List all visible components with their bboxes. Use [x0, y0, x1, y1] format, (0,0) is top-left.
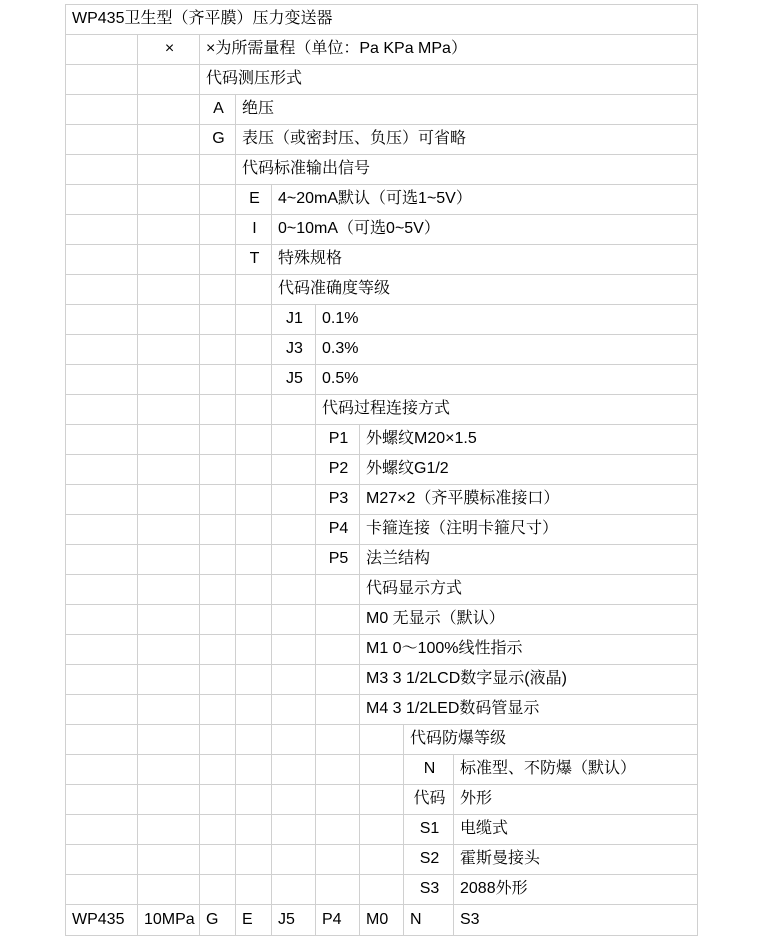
table-cell-label: M0 无显示（默认）: [360, 605, 698, 635]
table-cell-empty: [66, 845, 138, 875]
table-cell-empty: [272, 665, 316, 695]
table-cell-empty: [272, 455, 316, 485]
table-row: [66, 125, 698, 155]
table-cell-code: J5: [272, 365, 316, 395]
table-cell-empty: [360, 815, 404, 845]
ordering-code-table: [65, 4, 698, 936]
table-cell-empty: [200, 665, 236, 695]
table-cell-empty: [316, 845, 360, 875]
table-row: [66, 695, 698, 725]
table-cell-empty: [236, 515, 272, 545]
table-cell-empty: [138, 365, 200, 395]
table-cell-empty: [66, 185, 138, 215]
table-cell-empty: [316, 755, 360, 785]
table-cell-label: 霍斯曼接头: [454, 845, 698, 875]
table-cell-empty: [66, 875, 138, 905]
table-cell-label: WP435卫生型（齐平膜）压力变送器: [66, 5, 698, 35]
table-cell-label: 代码准确度等级: [272, 275, 698, 305]
table-cell-empty: [236, 755, 272, 785]
table-row: [66, 365, 698, 395]
table-row: [66, 725, 698, 755]
table-cell-label: 0.5%: [316, 365, 698, 395]
table-cell-empty: [138, 485, 200, 515]
table-cell-code: N: [404, 755, 454, 785]
table-cell-empty: [236, 575, 272, 605]
table-cell-empty: [200, 755, 236, 785]
table-row: [66, 215, 698, 245]
table-row: [66, 35, 698, 65]
table-cell-empty: [272, 845, 316, 875]
table-cell-code: P5: [316, 545, 360, 575]
table-cell-empty: [138, 95, 200, 125]
table-cell-label: 表压（或密封压、负压）可省略: [236, 125, 698, 155]
table-cell-empty: [66, 425, 138, 455]
table-cell-empty: [200, 485, 236, 515]
table-cell-empty: [272, 875, 316, 905]
table-cell-label: 10MPa: [138, 905, 200, 936]
table-cell-label: S3: [454, 905, 698, 936]
table-cell-label: 卡箍连接（注明卡箍尺寸）: [360, 515, 698, 545]
table-cell-empty: [66, 365, 138, 395]
table-cell-empty: [138, 755, 200, 785]
table-cell-label: 法兰结构: [360, 545, 698, 575]
table-cell-label: WP435: [66, 905, 138, 936]
table-row: [66, 5, 698, 35]
table-row: [66, 815, 698, 845]
table-cell-empty: [66, 485, 138, 515]
table-cell-empty: [66, 785, 138, 815]
table-row: [66, 185, 698, 215]
table-cell-code: P1: [316, 425, 360, 455]
table-cell-code: A: [200, 95, 236, 125]
table-cell-empty: [272, 755, 316, 785]
table-cell-code: I: [236, 215, 272, 245]
table-cell-empty: [138, 65, 200, 95]
table-cell-empty: [316, 785, 360, 815]
table-row: [66, 455, 698, 485]
table-cell-empty: [272, 575, 316, 605]
table-row: [66, 875, 698, 905]
table-cell-empty: [66, 455, 138, 485]
table-cell-empty: [138, 155, 200, 185]
table-cell-empty: [138, 815, 200, 845]
table-cell-empty: [138, 875, 200, 905]
table-row: [66, 245, 698, 275]
table-cell-label: 0.3%: [316, 335, 698, 365]
table-cell-empty: [236, 275, 272, 305]
table-cell-empty: [272, 545, 316, 575]
table-cell-label: 0~10mA（可选0~5V）: [272, 215, 698, 245]
table-cell-label: M4 3 1/2LED数码管显示: [360, 695, 698, 725]
table-cell-empty: [236, 545, 272, 575]
table-cell-empty: [316, 695, 360, 725]
table-cell-empty: [316, 815, 360, 845]
table-cell-empty: [138, 395, 200, 425]
table-cell-empty: [236, 815, 272, 845]
table-cell-empty: [138, 245, 200, 275]
table-cell-label: 代码防爆等级: [404, 725, 698, 755]
table-cell-empty: [66, 575, 138, 605]
table-cell-empty: [316, 725, 360, 755]
table-cell-empty: [66, 155, 138, 185]
table-cell-empty: [200, 155, 236, 185]
table-row: [66, 575, 698, 605]
table-cell-empty: [200, 845, 236, 875]
table-cell-empty: [66, 305, 138, 335]
table-cell-empty: [138, 545, 200, 575]
table-cell-label: 代码显示方式: [360, 575, 698, 605]
table-cell-empty: [200, 635, 236, 665]
table-cell-label: 绝压: [236, 95, 698, 125]
table-row: [66, 845, 698, 875]
table-row: [66, 275, 698, 305]
table-cell-empty: [200, 455, 236, 485]
table-cell-empty: [138, 725, 200, 755]
table-cell-label: 标准型、不防爆（默认）: [454, 755, 698, 785]
table-cell-empty: [138, 335, 200, 365]
table-cell-empty: [138, 305, 200, 335]
table-row: [66, 305, 698, 335]
table-cell-label: 4~20mA默认（可选1~5V）: [272, 185, 698, 215]
table-cell-empty: [316, 575, 360, 605]
table-row: [66, 485, 698, 515]
table-cell-code: 代码: [404, 785, 454, 815]
table-cell-code: S2: [404, 845, 454, 875]
table-cell-empty: [236, 845, 272, 875]
table-row: [66, 425, 698, 455]
table-cell-empty: [200, 245, 236, 275]
table-cell-empty: [200, 875, 236, 905]
table-cell-empty: [66, 605, 138, 635]
table-cell-empty: [236, 635, 272, 665]
table-cell-code: P4: [316, 515, 360, 545]
table-cell-label: 代码标准输出信号: [236, 155, 698, 185]
table-cell-label: P4: [316, 905, 360, 936]
table-cell-code: J1: [272, 305, 316, 335]
table-cell-empty: [200, 695, 236, 725]
table-cell-label: M3 3 1/2LCD数字显示(液晶): [360, 665, 698, 695]
table-cell-empty: [200, 275, 236, 305]
table-body: [66, 5, 698, 936]
table-row: [66, 95, 698, 125]
table-cell-empty: [200, 545, 236, 575]
table-row: [66, 515, 698, 545]
table-cell-label: J5: [272, 905, 316, 936]
table-cell-empty: [66, 395, 138, 425]
table-cell-empty: [138, 785, 200, 815]
table-row: [66, 545, 698, 575]
table-cell-label: 特殊规格: [272, 245, 698, 275]
table-row: [66, 665, 698, 695]
table-cell-empty: [200, 305, 236, 335]
table-cell-code: E: [236, 185, 272, 215]
table-cell-empty: [272, 395, 316, 425]
table-cell-empty: [138, 845, 200, 875]
table-cell-empty: [236, 785, 272, 815]
table-cell-empty: [66, 35, 138, 65]
table-cell-empty: [200, 365, 236, 395]
table-cell-empty: [236, 695, 272, 725]
table-cell-label: M0: [360, 905, 404, 936]
table-cell-label: 外形: [454, 785, 698, 815]
table-cell-empty: [66, 635, 138, 665]
table-cell-empty: [138, 125, 200, 155]
table-cell-empty: [66, 725, 138, 755]
table-cell-empty: [138, 455, 200, 485]
table-cell-empty: [236, 485, 272, 515]
table-cell-empty: [138, 635, 200, 665]
table-cell-empty: [66, 755, 138, 785]
table-cell-empty: [272, 635, 316, 665]
table-cell-empty: [66, 245, 138, 275]
table-cell-empty: [316, 605, 360, 635]
table-cell-empty: [316, 875, 360, 905]
table-cell-empty: [360, 875, 404, 905]
table-cell-empty: [236, 605, 272, 635]
table-cell-empty: [360, 725, 404, 755]
table-cell-empty: [66, 665, 138, 695]
table-cell-empty: [66, 815, 138, 845]
table-cell-empty: [200, 575, 236, 605]
table-cell-empty: [236, 365, 272, 395]
table-cell-label: M27×2（齐平膜标准接口）: [360, 485, 698, 515]
table-cell-code: P3: [316, 485, 360, 515]
table-cell-label: 2088外形: [454, 875, 698, 905]
table-cell-empty: [272, 785, 316, 815]
table-row: [66, 335, 698, 365]
table-cell-label: 0.1%: [316, 305, 698, 335]
table-cell-empty: [200, 215, 236, 245]
table-cell-code: S3: [404, 875, 454, 905]
table-cell-empty: [272, 515, 316, 545]
table-cell-label: ×为所需量程（单位：Pa KPa MPa）: [200, 35, 698, 65]
table-cell-empty: [138, 425, 200, 455]
table-cell-label: M1 0～100%线性指示: [360, 635, 698, 665]
table-cell-empty: [236, 335, 272, 365]
table-cell-empty: [236, 425, 272, 455]
table-cell-empty: [316, 665, 360, 695]
table-cell-code: G: [200, 125, 236, 155]
table-cell-code: P2: [316, 455, 360, 485]
table-cell-empty: [200, 785, 236, 815]
table-cell-empty: [138, 695, 200, 725]
table-row: [66, 395, 698, 425]
table-cell-label: 电缆式: [454, 815, 698, 845]
table-cell-empty: [138, 215, 200, 245]
table-cell-empty: [66, 275, 138, 305]
table-cell-empty: [272, 485, 316, 515]
table-cell-label: 外螺纹G1/2: [360, 455, 698, 485]
table-cell-empty: [66, 515, 138, 545]
table-cell-empty: [236, 455, 272, 485]
table-cell-empty: [360, 785, 404, 815]
table-cell-empty: [138, 185, 200, 215]
table-cell-label: G: [200, 905, 236, 936]
table-cell-label: 外螺纹M20×1.5: [360, 425, 698, 455]
table-row: [66, 755, 698, 785]
table-cell-empty: [272, 815, 316, 845]
table-cell-empty: [236, 875, 272, 905]
table-cell-empty: [360, 755, 404, 785]
table-cell-label: 代码过程连接方式: [316, 395, 698, 425]
spec-sheet: [0, 4, 759, 928]
table-cell-empty: [66, 695, 138, 725]
table-cell-empty: [66, 65, 138, 95]
table-cell-empty: [66, 125, 138, 155]
table-cell-empty: [138, 605, 200, 635]
table-cell-empty: [138, 275, 200, 305]
table-cell-empty: [272, 425, 316, 455]
table-cell-code: T: [236, 245, 272, 275]
table-cell-empty: [200, 725, 236, 755]
table-cell-empty: [316, 635, 360, 665]
table-cell-empty: [200, 335, 236, 365]
table-cell-empty: [200, 395, 236, 425]
table-cell-empty: [200, 815, 236, 845]
table-cell-empty: [272, 605, 316, 635]
table-cell-empty: [138, 575, 200, 605]
table-cell-empty: [66, 95, 138, 125]
table-cell-label: 代码测压形式: [200, 65, 698, 95]
table-cell-empty: [360, 845, 404, 875]
table-cell-label: N: [404, 905, 454, 936]
table-cell-empty: [272, 725, 316, 755]
table-cell-code: J3: [272, 335, 316, 365]
table-cell-empty: [200, 185, 236, 215]
table-cell-empty: [200, 515, 236, 545]
table-cell-empty: [236, 725, 272, 755]
table-cell-label: E: [236, 905, 272, 936]
table-row: [66, 635, 698, 665]
table-row: [66, 155, 698, 185]
table-cell-empty: [200, 425, 236, 455]
table-cell-empty: [66, 335, 138, 365]
table-row: [66, 785, 698, 815]
table-cell-empty: [200, 605, 236, 635]
table-cell-code: S1: [404, 815, 454, 845]
table-cell-empty: [272, 695, 316, 725]
table-cell-empty: [236, 395, 272, 425]
table-row: [66, 905, 698, 936]
table-row: [66, 605, 698, 635]
table-cell-empty: [236, 305, 272, 335]
table-cell-code: ×: [138, 35, 200, 65]
table-cell-empty: [66, 215, 138, 245]
table-cell-empty: [66, 545, 138, 575]
table-cell-empty: [138, 515, 200, 545]
table-row: [66, 65, 698, 95]
table-cell-empty: [236, 665, 272, 695]
table-cell-empty: [138, 665, 200, 695]
